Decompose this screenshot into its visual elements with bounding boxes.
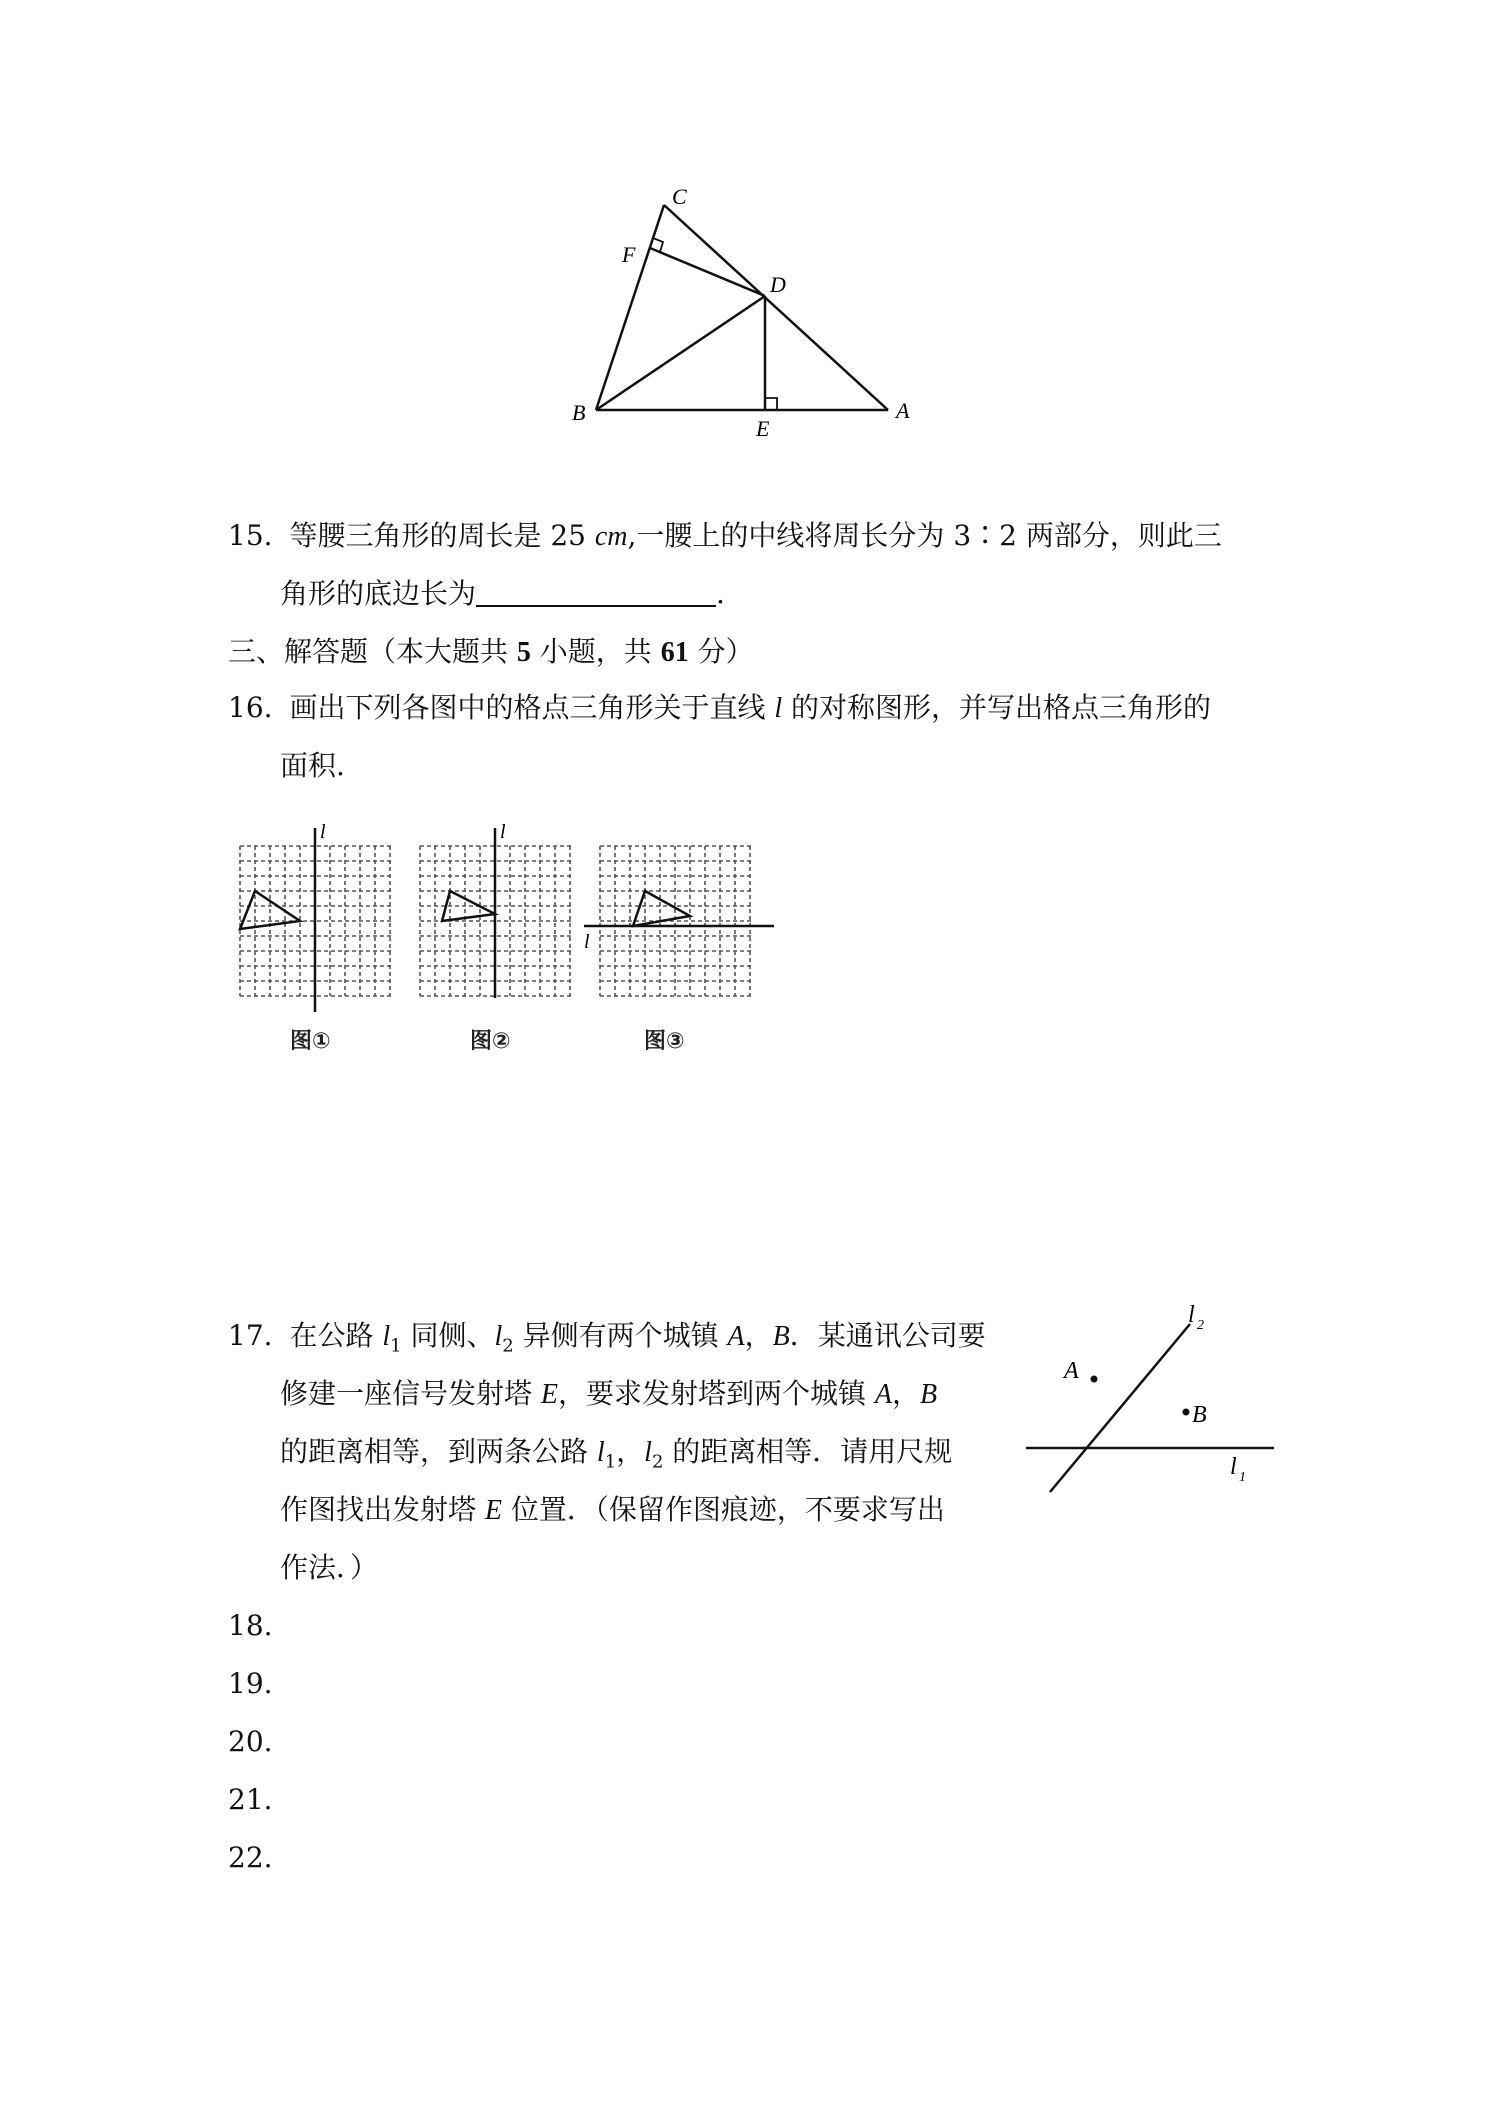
roads-figure <box>1020 1300 1290 1500</box>
q17-text-g: 的距离相等，到两条公路 <box>280 1435 597 1468</box>
fig-label-l2-sub: 2 <box>1197 1318 1204 1333</box>
q16-line1 <box>228 688 1211 729</box>
q17-number: 17. <box>228 1319 273 1352</box>
q16-number: 16. <box>228 691 273 724</box>
label-E: E <box>756 416 770 440</box>
grid-figure-3 <box>578 820 778 1020</box>
q15-answer-blank[interactable] <box>476 575 716 607</box>
question-number-19: 19. <box>228 1667 273 1700</box>
q17-comma2: ， <box>892 1377 921 1410</box>
q17-town-a: A <box>727 1321 745 1352</box>
section3-post: 分） <box>688 635 754 668</box>
section3-pre: 三、解答题（本大题共 <box>228 635 517 668</box>
q15-number: 15. <box>228 519 273 552</box>
grid3-line-label: l <box>584 931 590 953</box>
q16-text-a: 画出下列各图中的格点三角形关于直线 <box>289 691 775 724</box>
q17-l1b-sub: 1 <box>604 1451 617 1473</box>
grid-caption-2: 图② <box>470 1029 511 1054</box>
fig-label-a: A <box>1064 1358 1079 1384</box>
label-C: C <box>672 184 687 209</box>
q17-line3 <box>280 1432 952 1483</box>
q17-comma3: ， <box>616 1435 645 1468</box>
q17-line5 <box>280 1548 378 1588</box>
q17-town-b2: B <box>920 1379 938 1410</box>
q17-text-h: 的距离相等．请用尺规 <box>663 1435 953 1468</box>
question-number-21: 21. <box>228 1783 273 1816</box>
fig-label-l2: l <box>1188 1302 1195 1328</box>
grid-caption-3: 图③ <box>644 1029 685 1054</box>
q15-unit: cm <box>594 521 628 552</box>
q15-period: . <box>716 577 725 610</box>
q17-text-e: 修建一座信号发射塔 <box>280 1377 541 1410</box>
q15-text-a: 等腰三角形的周长是 25 <box>289 519 595 552</box>
fig-label-b: B <box>1192 1402 1207 1428</box>
q17-comma: ， <box>744 1319 773 1352</box>
section3-count: 5 <box>516 637 531 668</box>
q15-line1 <box>228 516 1222 557</box>
question-number-18: 18. <box>228 1609 273 1642</box>
grid-caption-1: 图① <box>290 1029 331 1054</box>
q15-text-b: ,一腰上的中线将周长分为 3∶2 两部分，则此三 <box>627 519 1222 552</box>
q15-line2 <box>280 574 725 614</box>
q17-l1b: l <box>596 1437 605 1468</box>
q16-line2 <box>280 746 345 786</box>
q16-line-symbol: l <box>774 693 783 724</box>
grid2-line-label: l <box>500 821 506 843</box>
q17-l1: l <box>382 1321 391 1352</box>
q17-line4 <box>280 1490 945 1531</box>
grid-figure-2 <box>412 820 592 1020</box>
label-A: A <box>896 398 910 423</box>
q15-text-c: 角形的底边长为 <box>280 577 477 610</box>
q17-text-f: ，要求发射塔到两个城镇 <box>558 1377 875 1410</box>
q17-text-k: 作法．） <box>280 1551 379 1584</box>
q17-text-i: 作图找出发射塔 <box>280 1493 485 1526</box>
q17-text-j: 位置．（保留作图痕迹，不要求写出 <box>502 1493 945 1526</box>
q17-l1-sub: 1 <box>390 1335 402 1357</box>
q17-l2b: l <box>644 1437 652 1468</box>
section3-score: 61 <box>660 637 689 668</box>
q17-l2-sub: 2 <box>502 1335 514 1357</box>
town-a-point <box>1091 1376 1098 1383</box>
triangle-figure <box>560 180 940 440</box>
q17-line1 <box>228 1316 986 1367</box>
q16-text-c: 面积. <box>280 749 345 782</box>
q17-text-d: ．某通讯公司要 <box>789 1319 986 1352</box>
q17-text-c: 异侧有两个城镇 <box>513 1319 728 1352</box>
q17-l2: l <box>494 1321 503 1352</box>
q16-text-b: 的对称图形，并写出格点三角形的 <box>782 691 1212 724</box>
question-number-22: 22. <box>228 1841 273 1874</box>
fig-label-l1-sub: 1 <box>1239 1470 1246 1485</box>
label-D: D <box>770 272 786 297</box>
town-b-point <box>1183 1409 1190 1416</box>
q17-text-b: 同侧、 <box>401 1319 495 1352</box>
label-B: B <box>572 400 586 425</box>
q17-tower-e: E <box>540 1379 559 1410</box>
question-number-20: 20. <box>228 1725 273 1758</box>
q17-town-b: B <box>772 1321 790 1352</box>
q17-town-a2: A <box>874 1379 893 1410</box>
section3-heading <box>228 632 754 673</box>
fig-label-l1: l <box>1230 1454 1237 1480</box>
label-F: F <box>622 242 636 267</box>
q17-line2 <box>280 1374 937 1415</box>
q17-l2b-sub: 2 <box>651 1451 664 1473</box>
q17-tower-e2: E <box>484 1495 503 1526</box>
grid-figure-1 <box>232 820 412 1020</box>
section3-mid: 小题，共 <box>530 635 661 668</box>
q17-text-a: 在公路 <box>289 1319 383 1352</box>
grid1-line-label: l <box>320 821 326 843</box>
